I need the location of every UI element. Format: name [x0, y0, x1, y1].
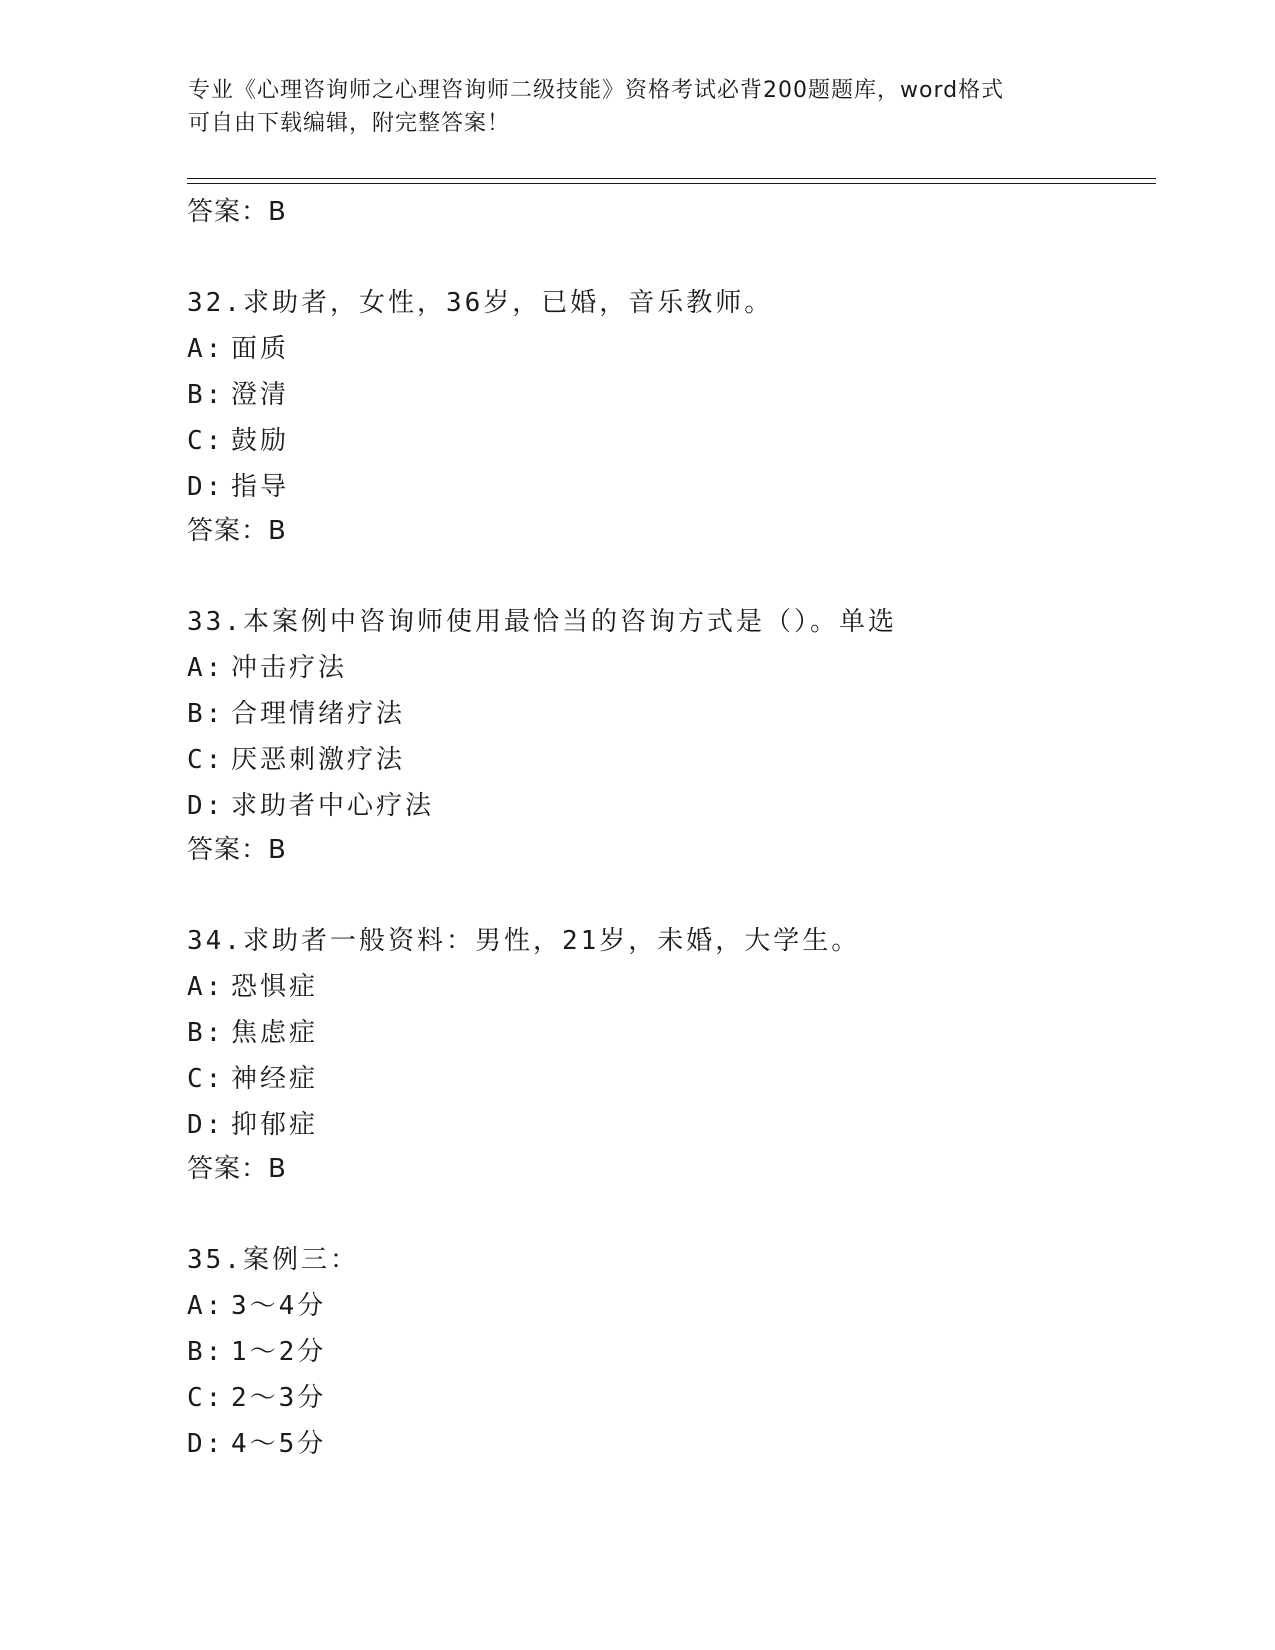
question-text: 34.求助者一般资料：男性，21岁，未婚，大学生。 — [187, 926, 861, 956]
option-key: C: — [187, 1383, 225, 1413]
header-divider-top — [187, 178, 1156, 179]
question-33 — [187, 599, 1147, 872]
option-c — [187, 1375, 1147, 1421]
option-b — [187, 1329, 1147, 1375]
option-text: 3～4分 — [231, 1291, 327, 1321]
option-a — [187, 645, 1147, 691]
option-text: 1～2分 — [231, 1337, 327, 1367]
option-key: A: — [187, 653, 225, 683]
option-key: D: — [187, 791, 225, 821]
option-text: 4～5分 — [231, 1429, 327, 1459]
option-d — [187, 1421, 1147, 1467]
option-b — [187, 691, 1147, 737]
question-list — [187, 191, 1147, 1467]
header-line-1: 专业《心理咨询师之心理咨询师二级技能》资格考试必背200题题库，word格式 — [188, 78, 1005, 103]
option-key: B: — [187, 1018, 225, 1048]
option-c — [187, 1056, 1147, 1102]
option-key: A: — [187, 334, 225, 364]
option-c — [187, 418, 1147, 464]
question-text: 32.求助者，女性，36岁，已婚，音乐教师。 — [187, 288, 774, 318]
question-32 — [187, 280, 1147, 553]
answer-line: 答案：B — [187, 1154, 287, 1184]
option-key: C: — [187, 745, 225, 775]
option-key: A: — [187, 972, 225, 1002]
option-text: 面质 — [231, 334, 290, 364]
option-key: B: — [187, 380, 225, 410]
header-line-2: 可自由下载编辑，附完整答案！ — [188, 111, 511, 136]
answer-line: 答案：B — [187, 197, 287, 227]
option-d — [187, 464, 1147, 510]
option-key: D: — [187, 1110, 225, 1140]
question-text: 35.案例三： — [187, 1245, 359, 1275]
option-text: 厌恶刺激疗法 — [231, 745, 406, 775]
question-34 — [187, 918, 1147, 1191]
option-key: C: — [187, 1064, 225, 1094]
option-text: 神经症 — [231, 1064, 319, 1094]
option-a — [187, 964, 1147, 1010]
option-text: 恐惧症 — [231, 972, 319, 1002]
option-key: B: — [187, 699, 225, 729]
option-key: D: — [187, 1429, 225, 1459]
option-text: 澄清 — [231, 380, 290, 410]
option-key: B: — [187, 1337, 225, 1367]
option-b — [187, 372, 1147, 418]
answer-line: 答案：B — [187, 835, 287, 865]
option-key: A: — [187, 1291, 225, 1321]
option-text: 2～3分 — [231, 1383, 327, 1413]
option-c — [187, 737, 1147, 783]
option-key: C: — [187, 426, 225, 456]
option-text: 抑郁症 — [231, 1110, 319, 1140]
option-b — [187, 1010, 1147, 1056]
header-divider-bottom — [187, 183, 1156, 184]
option-text: 焦虑症 — [231, 1018, 319, 1048]
option-key: D: — [187, 472, 225, 502]
option-text: 指导 — [231, 472, 290, 502]
option-text: 求助者中心疗法 — [231, 791, 435, 821]
option-text: 合理情绪疗法 — [231, 699, 406, 729]
question-text: 33.本案例中咨询师使用最恰当的咨询方式是（）。单选 — [187, 607, 897, 637]
option-text: 冲击疗法 — [231, 653, 348, 683]
option-a — [187, 1283, 1147, 1329]
option-a — [187, 326, 1147, 372]
answer-line: 答案：B — [187, 516, 287, 546]
question-35 — [187, 1237, 1147, 1467]
option-text: 鼓励 — [231, 426, 290, 456]
option-d — [187, 1102, 1147, 1148]
option-d — [187, 783, 1147, 829]
document-header — [188, 74, 1068, 140]
